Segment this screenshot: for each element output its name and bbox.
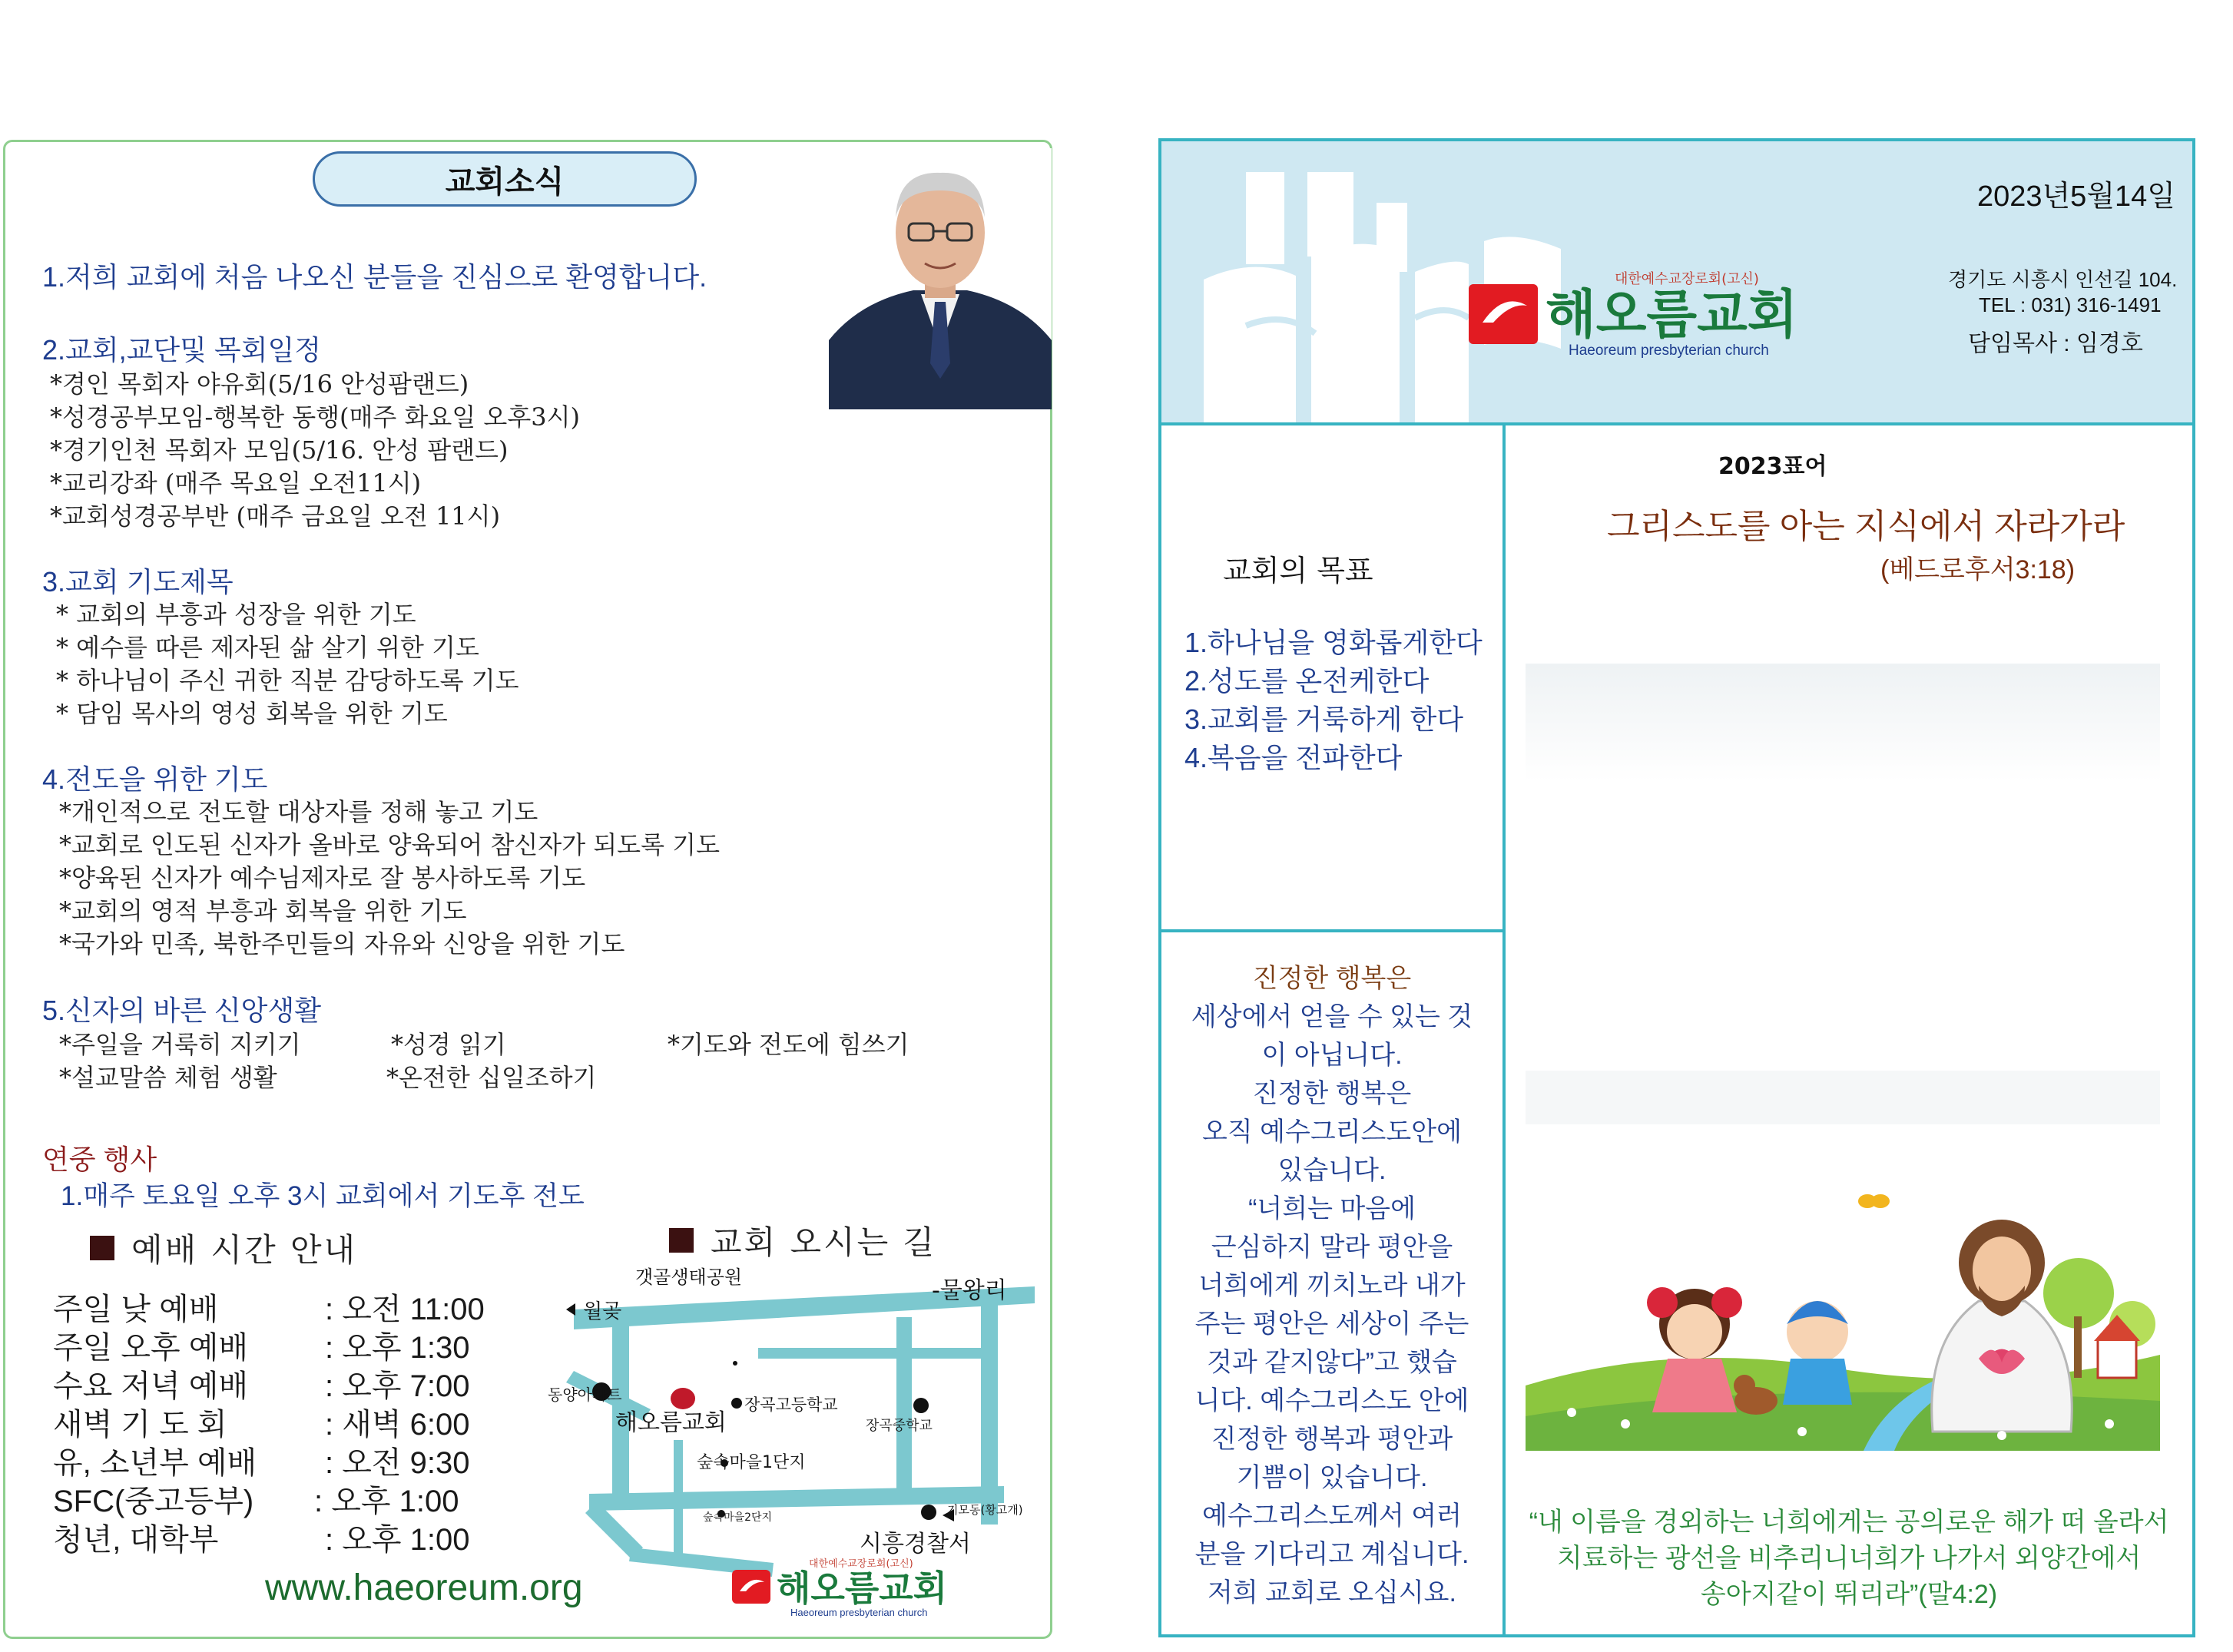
faith-heading: 5.신자의 바른 신앙생활 [42, 995, 322, 1026]
logo-name: 해오름교회 [777, 1568, 948, 1609]
schedule-item: *경인 목회자 야유회(5/16 안성팜랜드) [50, 369, 469, 399]
happiness-line: 것과 같지않다”고 했습 [1207, 1348, 1457, 1377]
evangelism-item: *개인적으로 전도할 대상자를 정해 놓고 기도 [59, 797, 538, 826]
meadow-illustration-image [1526, 664, 2160, 1451]
prayer-item: * 하나님이 주신 귀한 직분 감당하도록 기도 [56, 666, 519, 695]
happiness-line: 너희에게 끼치노라 내가 [1198, 1271, 1466, 1300]
square-bullet-icon [90, 1236, 114, 1260]
jesus-children-illustration [1526, 664, 2160, 1451]
church-location-map [543, 1256, 1050, 1594]
square-bullet-icon [669, 1228, 694, 1253]
happiness-line: 분을 기다리고 계십니다. [1194, 1540, 1469, 1569]
worship-row [53, 1285, 545, 1326]
goal-item: 3.교회를 거룩하게 한다 [1184, 704, 1464, 735]
map-label-ilgot: 월곶 [583, 1300, 622, 1323]
worship-row [53, 1515, 545, 1557]
map-label-sup1: 숲속마을1단지 [697, 1453, 806, 1472]
directions-heading-text: 교회 오시는 길 [711, 1223, 937, 1261]
evangelism-item: *양육된 신자가 예수님제자로 잘 봉사하도록 기도 [59, 863, 586, 892]
malachi-verse-line: 치료하는 광선을 비추리니너희가 나가서 외양간에서 [1556, 1544, 2142, 1573]
malachi-verse-line: 송아지같이 뛰리라”(말4:2) [1700, 1580, 1998, 1609]
happiness-line: 이 아닙니다. [1261, 1041, 1403, 1070]
church-goals-box [1161, 425, 1506, 932]
happiness-line: “너희는 마음에 [1248, 1194, 1416, 1223]
church-goals-title: 교회의 목표 [1223, 554, 1373, 588]
church-logo [1469, 268, 1797, 359]
sunrise-logo-icon [732, 1570, 770, 1604]
schedule-item: *경기인천 목회자 모임(5/16. 안성 팜랜드) [50, 435, 509, 465]
logo-english: Haeoreum presbyterian church [1569, 343, 1769, 359]
schedule-item: *성경공부모임-행복한 동행(매주 화요일 오후3시) [50, 402, 580, 432]
worship-time: : 오전 9:30 [325, 1446, 470, 1480]
worship-times-heading [90, 1225, 357, 1271]
happiness-line: 세상에서 얻을 수 있는 것 [1191, 1002, 1473, 1031]
true-happiness-message [1161, 932, 1506, 1634]
worship-name: SFC(중고등부) [53, 1485, 254, 1518]
worship-row [53, 1362, 545, 1403]
evangelism-heading: 4.전도을 위한 기도 [42, 763, 268, 795]
logo-denomination: 대한예수교장로회(고신) [809, 1558, 913, 1570]
logo-denomination: 대한예수교장로회(고신) [1615, 271, 1759, 287]
logo-english: Haeoreum presbyterian church [790, 1607, 928, 1619]
evangelism-item: *교회의 영적 부흥과 회복을 위한 기도 [59, 896, 467, 925]
happiness-line: 근심하지 말라 평안을 [1211, 1233, 1453, 1262]
evangelism-item: *국가와 민족, 북한주민들의 자유와 신앙을 위한 기도 [59, 929, 625, 958]
year-theme-text: 그리스도를 아는 지식에서 자라가라 [1607, 508, 2125, 545]
schedule-heading: 2.교회,교단및 목회일정 [42, 334, 322, 366]
goal-item: 1.하나님을 영화롭게한다 [1184, 627, 1483, 658]
map-label-gimodong: 기모동(황고개) [947, 1503, 1023, 1517]
website-url[interactable]: www.haeoreum.org [265, 1568, 583, 1608]
janggok-middle-marker [913, 1398, 929, 1413]
bulletin-cover-panel [1158, 138, 2195, 1637]
prayer-item: * 예수를 따른 제자된 삶 살기 위한 기도 [56, 633, 479, 662]
schedule-item: *교리강좌 (매주 목요일 오전11시) [50, 468, 422, 498]
happiness-line: 저희 교회로 오십시요. [1208, 1578, 1456, 1607]
worship-row [53, 1400, 545, 1442]
map-label-police: 시흥경찰서 [860, 1531, 971, 1558]
bulletin-date: 2023년5월14일 [1976, 180, 2175, 213]
map-label-mulwangri: -물왕리 [932, 1277, 1007, 1304]
malachi-verse-line: “내 이름을 경외하는 너희에게는 공의로운 해가 떠 올라서 [1529, 1508, 2169, 1537]
church-logo [732, 1555, 947, 1618]
arrow-left-icon [566, 1303, 575, 1316]
evangelism-item: *교회로 인도된 신자가 올바로 양육되어 참신자가 되도록 기도 [59, 830, 721, 859]
map-label-janggok-middle: 장곡중학교 [866, 1418, 933, 1434]
pastor-photo [829, 148, 1052, 409]
logo-text [777, 1555, 947, 1618]
map-label-church: 해오름교회 [615, 1409, 727, 1436]
happiness-line: 있습니다. [1277, 1156, 1387, 1185]
worship-row [53, 1323, 545, 1365]
prayer-item: * 교회의 부흥과 성장을 위한 기도 [56, 600, 416, 629]
map-label-sup2: 숲속마을2단지 [703, 1511, 773, 1524]
schedule-item: *교회성경공부반 (매주 금요일 오전 11시) [50, 502, 501, 531]
church-news-panel [3, 140, 1052, 1639]
prayer-item: * 담임 목사의 영성 회복을 위한 기도 [56, 699, 448, 728]
map-label-janggok-high: 장곡고등학교 [744, 1395, 838, 1414]
bulletin-header [1161, 141, 2192, 425]
worship-time: : 새벽 6:00 [325, 1408, 470, 1442]
year-theme-label: 2023표어 [1718, 453, 1827, 480]
goal-item: 4.복음을 전파한다 [1184, 742, 1403, 773]
goal-item: 2.성도를 온전케한다 [1184, 665, 1430, 697]
worship-name: 주일 낮 예배 [53, 1293, 219, 1326]
worship-name: 유, 소년부 예배 [53, 1446, 257, 1480]
worship-name: 수요 저녁 예배 [53, 1369, 249, 1403]
year-theme-reference: (베드로후서3:18) [1880, 555, 2076, 584]
sunrise-logo-icon [1469, 284, 1538, 344]
worship-name: 청년, 대학부 [53, 1523, 219, 1557]
happiness-line: 기쁨이 있습니다. [1236, 1463, 1428, 1492]
worship-name: 새벽 기 도 회 [53, 1408, 227, 1442]
happiness-line: 진정한 행복과 평안과 [1211, 1425, 1453, 1454]
prayer-heading: 3.교회 기도제목 [42, 566, 234, 598]
annual-event-item: 1.매주 토요일 오후 3시 교회에서 기도후 전도 [61, 1181, 585, 1211]
faith-item: *온전한 십일조하기 [386, 1063, 597, 1092]
happiness-line: 진정한 행복은 [1252, 1079, 1412, 1108]
church-phone: TEL : 031) 316-1491 [1979, 293, 2162, 316]
worship-name: 주일 오후 예배 [53, 1331, 249, 1365]
faith-item: *성경 읽기 [391, 1030, 506, 1059]
faith-item: *기도와 전도에 힘쓰기 [668, 1030, 909, 1059]
logo-name: 해오름교회 [1546, 285, 1798, 346]
faith-item: *설교말씀 체험 생활 [59, 1063, 277, 1092]
pastor-portrait-image [829, 148, 1052, 409]
worship-time: : 오후 1:00 [314, 1485, 459, 1518]
map-label-park: 갯골생태공원 [635, 1266, 743, 1288]
worship-time: : 오전 11:00 [325, 1293, 485, 1326]
happiness-line: 주는 평안은 세상이 주는 [1194, 1309, 1469, 1339]
church-address: 경기도 시흥시 인선길 104. [1948, 268, 2178, 291]
happiness-line: 오직 예수그리스도안에 [1202, 1117, 1462, 1147]
police-station-marker [921, 1505, 936, 1520]
worship-times-heading-text: 예배 시간 안내 [131, 1231, 358, 1269]
happiness-line: 진정한 행복은 [1252, 964, 1412, 993]
worship-time: : 오후 1:00 [325, 1523, 470, 1557]
happiness-line: 니다. 예수그리스도 안에 [1194, 1386, 1469, 1415]
worship-row [53, 1477, 545, 1518]
senior-pastor: 담임목사 : 임경호 [1968, 331, 2143, 356]
janggok-high-marker [731, 1398, 742, 1409]
annual-events-heading: 연중 행사 [42, 1144, 157, 1175]
faith-item: *주일을 거룩히 지키기 [59, 1030, 301, 1059]
happiness-line: 예수그리스도께서 여러 [1202, 1501, 1462, 1531]
map-label-dongyang: 동양아파트 [548, 1385, 622, 1404]
worship-row [53, 1438, 545, 1480]
church-news-title: 교회소식 [313, 151, 697, 207]
welcome-message: 1.저희 교회에 처음 나오신 분들을 진심으로 환영합니다. [42, 261, 707, 293]
worship-time: : 오후 7:00 [325, 1369, 470, 1403]
logo-text [1546, 268, 1797, 359]
worship-time: : 오후 1:30 [325, 1331, 470, 1365]
